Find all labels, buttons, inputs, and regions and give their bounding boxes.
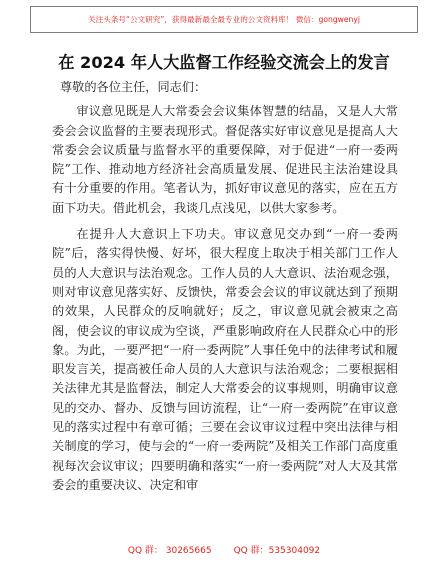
promo-banner-text: 关注头条号“公文研究”，获得最新最全最专业的公文资料库！ 微信：gongwenyj: [88, 15, 360, 24]
paragraph: 审议意见既是人大常委会会议集体智慧的结晶，又是人大常委会会议监督的主要表现形式。督促落实好审议意见是提高人大常委会会议质量与监督水平的重要保障，对于促进“一府一委两院”工作、推动地方经济社会高质量发展、促进民主法治建设具有十分重要的作用。笔者认为，抓好审议意见的落实，应在五方面下功夫。借此机会，我谈几点浅见，以供大家参考。: [52, 104, 398, 215]
document-body: [52, 78, 398, 502]
footer-qq-group-2: QQ 群：535304092: [233, 546, 321, 556]
paragraph: 在提升人大意识上下功夫。审议意见交办到“一府一委两院”后，落实得快慢、好坏，很大程度上取决于相关部门工作人员的人大意识与法治观念。工作人员的人大意识、法治观念强，则对审议意见落实好、反馈快，常委会会议的审议就达到了预期的效果，人民群众的反响就好；反之，审议意见就会被束之高阁，使会议的审议成为空谈，严重影响政府在人民群众心中的形象。为此，一要严把“一府一委两院”人事任免中的法律考试和履职发言关，提高被任命人员的人大意识与法治观念；二要根据相关法律尤其是监督法，制定人大常委会的议事规则，明确审议意见的交办、督办、反馈与回访流程，让“一府一委两院”在审议意见的落实过程中有章可循；三要在会议审议过程中突出法律与相关制度的学习，使与会的“一府一委两院”及相关工作部门高度重视每次会议审议；四要明确和落实“一府一委两院”对人大及其常委会的重要决议、决定和审: [52, 227, 398, 492]
document-title: 在 2024 年人大监督工作经验交流会上的发言: [58, 53, 390, 72]
salutation: 尊敬的各位主任，同志们：: [60, 80, 207, 94]
footer-qq-group-1: QQ 群： 30265665: [127, 546, 212, 556]
footer-contact: [0, 543, 448, 556]
promo-banner: [30, 6, 418, 33]
